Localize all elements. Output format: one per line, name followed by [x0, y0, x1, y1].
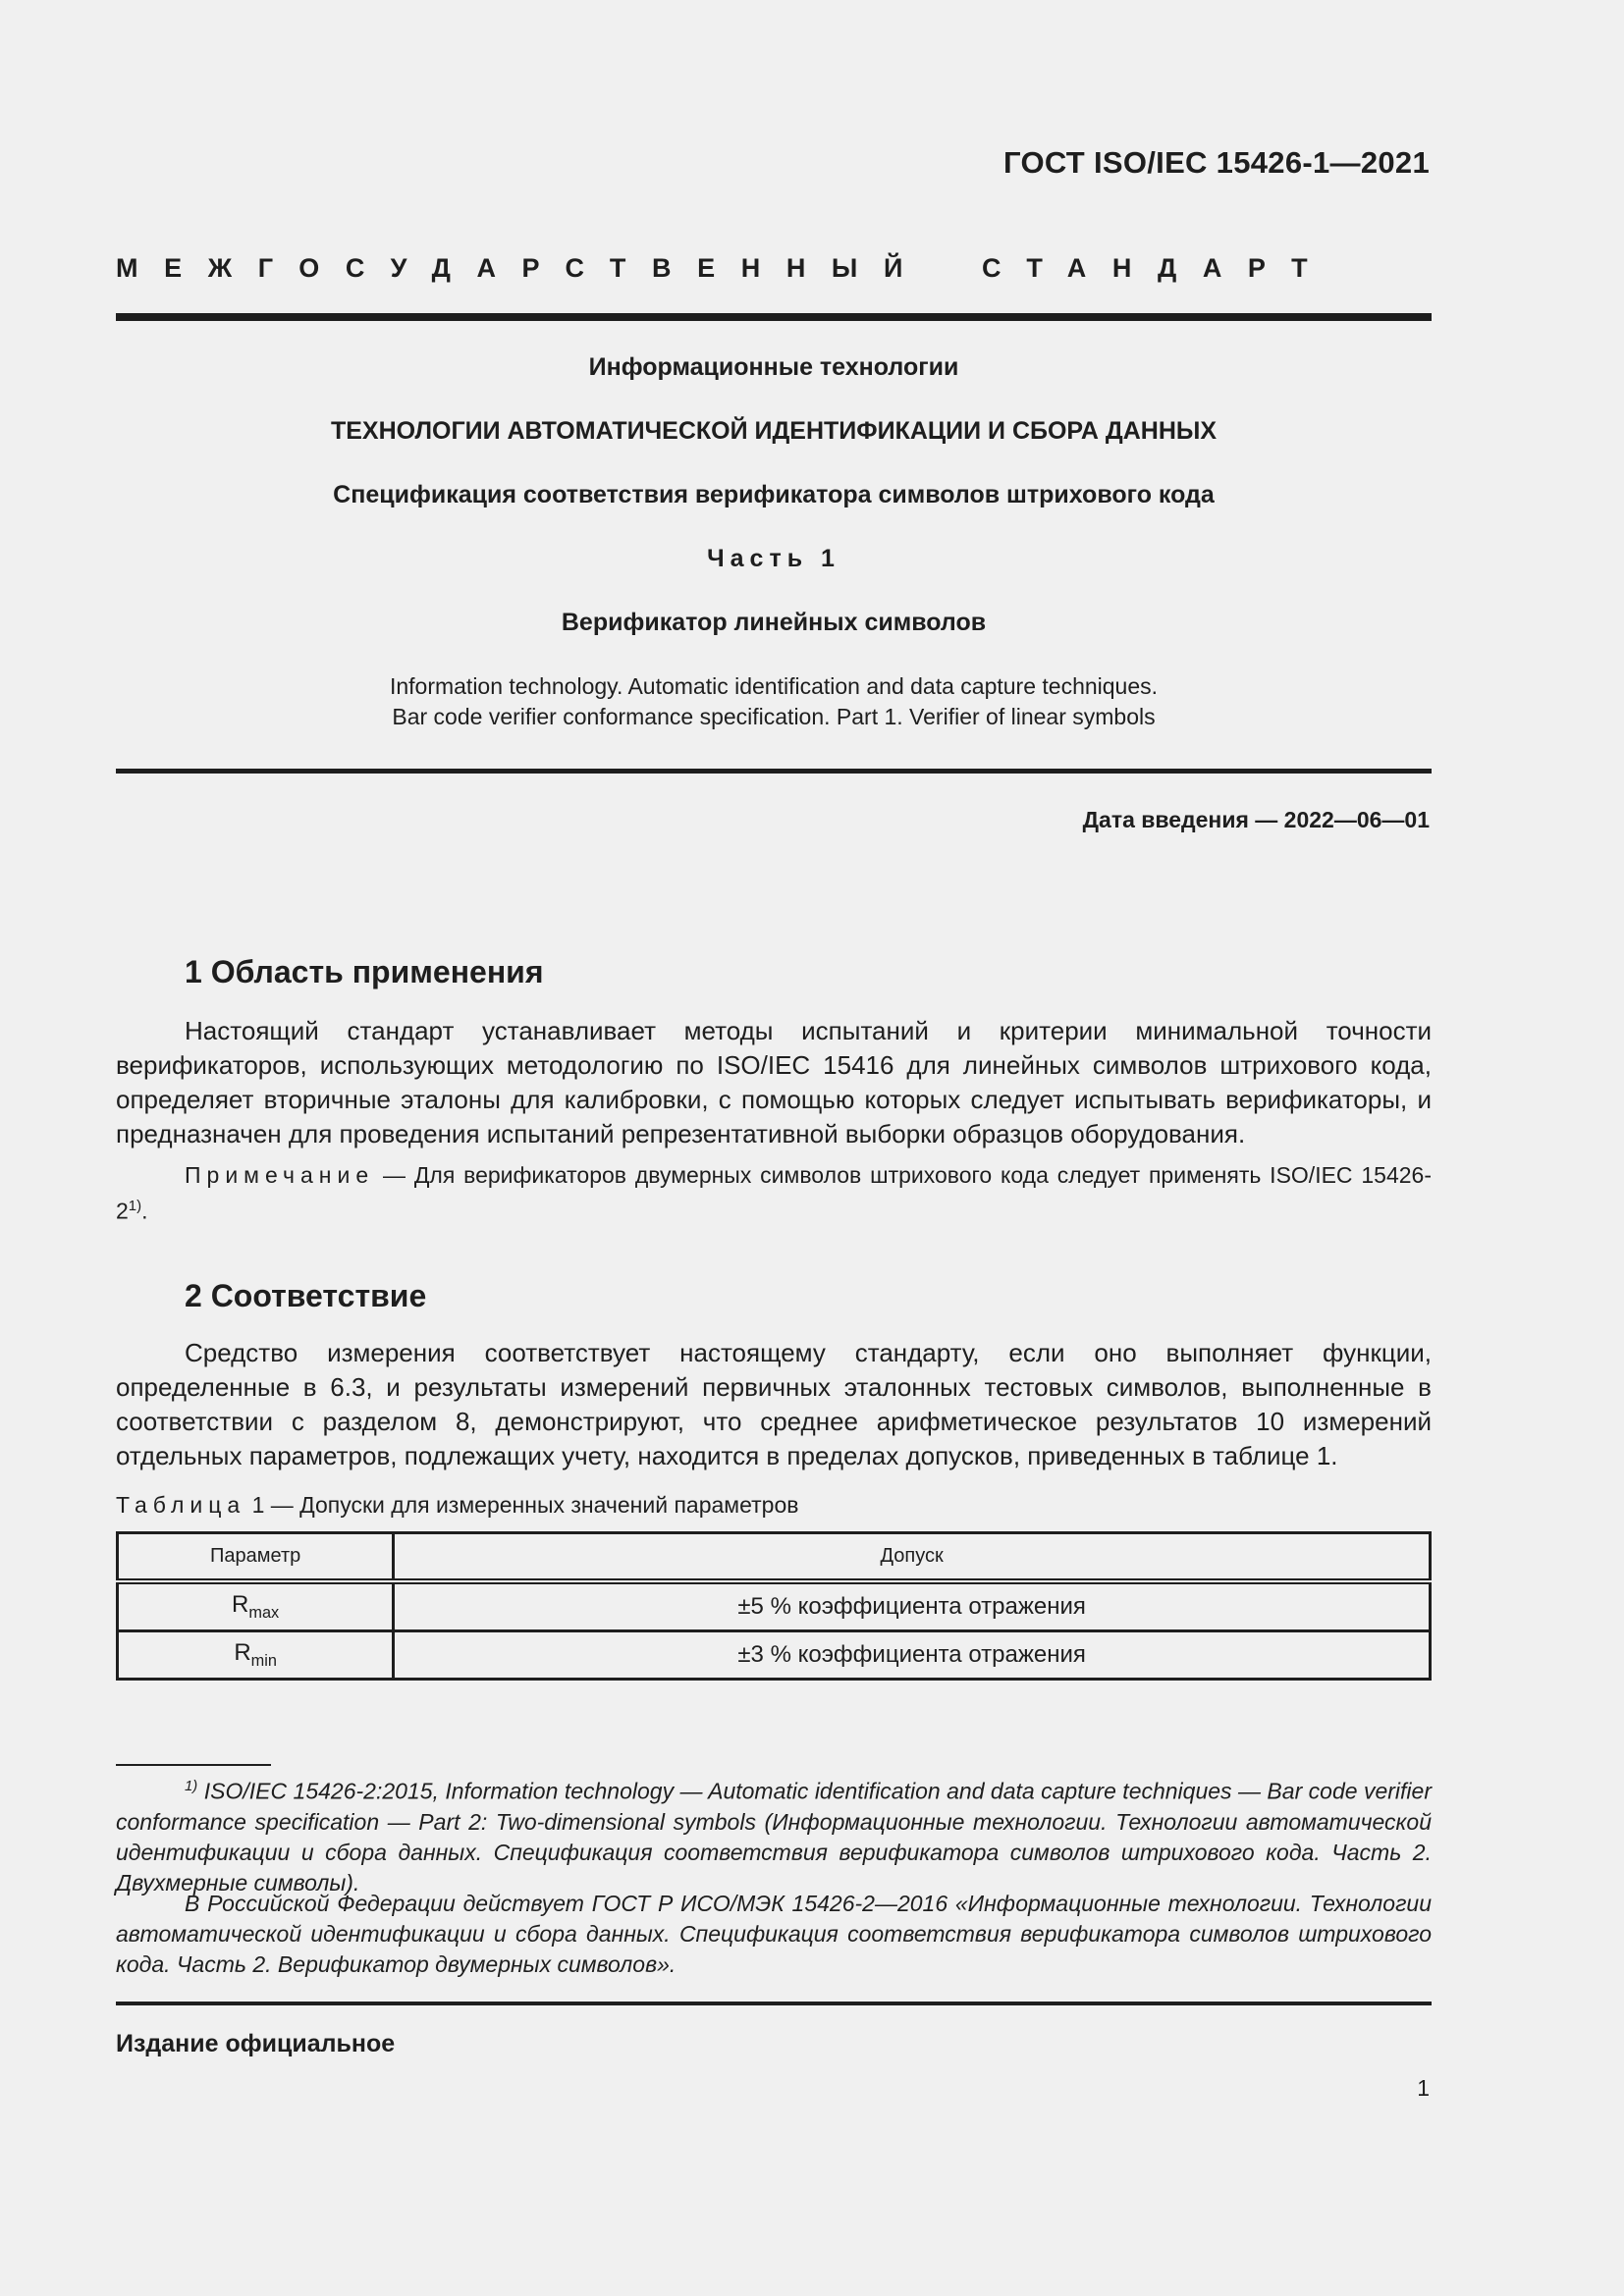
footnote-1: $^{1)}$ ISO/IEC 15426-2:2015, Information technology — Automatic identification and data capture techniques — Bar code verifier conformance specification — Part 2: Two-dimensional symbols (Информационные технологии. Технологии автоматической идентификации и сбора данных. Спецификация соответствия верификатора символов штрихового кода. Часть 2. Двухмерные символы).	[116, 1778, 1432, 1896]
footnote-marker: 1)	[185, 1778, 198, 1794]
table-row	[118, 1631, 1431, 1680]
table-header-parameter: Параметр	[118, 1533, 394, 1582]
banner-word-1: МЕЖГОСУДАРСТВЕННЫЙ	[116, 253, 929, 283]
table-caption-label: Таблица	[116, 1492, 246, 1518]
table-caption	[116, 1492, 798, 1519]
note-text: — Для верификаторов двумерных символов штрихового кода следует применять ISO/IEC 15426-2	[116, 1162, 1432, 1224]
footnote-ref: 1)	[128, 1198, 142, 1214]
date-of-introduction: Дата введения — 2022—06—01	[1082, 807, 1430, 832]
table-caption-text: 1 — Допуски для измеренных значений параметров	[245, 1492, 799, 1518]
part-label: Часть 1	[707, 545, 840, 572]
footnote-1-continued: В Российской Федерации действует ГОСТ Р ИСО/МЭК 15426-2—2016 «Информационные технологии. Технологии автоматической идентификации и сбора данных. Спецификация соответствия верификатора символов штрихового кода. Часть 2. Верификатор двумерных символов».	[116, 1891, 1432, 1977]
section-2-heading: 2 Соответствие	[185, 1278, 427, 1313]
section-1-note	[116, 1160, 1432, 1227]
table-cell-tolerance: ±5 % коэффициента отражения	[394, 1581, 1431, 1631]
english-title	[116, 671, 1432, 732]
table-row	[118, 1581, 1431, 1631]
page-number: 1	[1417, 2075, 1430, 2101]
section-1-heading: 1 Область применения	[185, 954, 544, 989]
banner-word-2: СТАНДАРТ	[981, 253, 1334, 283]
section-2-text: Средство измерения соответствует настоящему стандарту, если оно выполняет функции, определенные в 6.3, и результаты измерений первичных эталонных тестовых символов, выполненные в соответствии с разделом 8, демонстрируют, что среднее арифметическое результатов 10 измерений отдельных параметров, подлежащих учету, находится в пределах допусков, приведенных в таблице 1.	[116, 1338, 1432, 1470]
table-cell-parameter: $R_{max}$	[118, 1581, 394, 1631]
note-end: .	[141, 1198, 148, 1224]
tolerance-table	[116, 1531, 1432, 1681]
footnote-separator	[116, 1764, 271, 1766]
edition-label: Издание официальное	[116, 2030, 396, 2057]
title-line-3: Спецификация соответствия верификатора символов штрихового кода	[333, 481, 1215, 508]
section-1-text: Настоящий стандарт устанавливает методы испытаний и критерии минимальной точности верификаторов, использующих методологию по ISO/IEC 15416 для линейных символов штрихового кода, определяет вторичные эталоны для калибровки, с помощью которых следует испытывать верификаторы, и предназначен для проведения испытаний репрезентативной выборки образцов оборудования.	[116, 1016, 1432, 1148]
interstate-standard-banner	[116, 253, 1432, 284]
table-cell-tolerance: ±3 % коэффициента отражения	[394, 1631, 1431, 1680]
table-header-tolerance: Допуск	[394, 1533, 1431, 1582]
table-cell-parameter: $R_{min}$	[118, 1631, 394, 1680]
title-divider	[116, 769, 1432, 774]
english-title-line-2: Bar code verifier conformance specification. Part 1. Verifier of linear symbols	[392, 704, 1156, 729]
table-header-row	[118, 1533, 1431, 1582]
part-title: Верификатор линейных символов	[561, 609, 987, 636]
note-label: Примечание	[185, 1162, 375, 1188]
title-line-2: ТЕХНОЛОГИИ АВТОМАТИЧЕСКОЙ ИДЕНТИФИКАЦИИ И СБОРА ДАННЫХ	[330, 417, 1218, 445]
top-divider	[116, 313, 1432, 321]
standard-code: ГОСТ ISO/IEC 15426-1—2021	[1003, 145, 1430, 180]
english-title-line-1: Information technology. Automatic identification and data capture techniques.	[389, 673, 1159, 699]
bottom-divider	[116, 2002, 1432, 2005]
title-line-1: Информационные технологии	[588, 353, 959, 381]
